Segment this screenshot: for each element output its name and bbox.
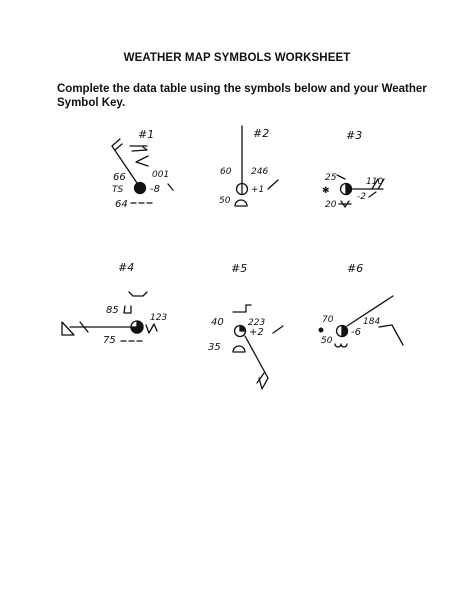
wind-flag-icon [62,322,88,335]
station-3-temperature: 25 [325,173,337,183]
station-label-4: #4 [118,261,135,274]
station-6-dew-point: 50 [321,336,333,346]
station-1-temperature: 66 [113,172,126,183]
station-5-dew-point: 35 [208,342,221,353]
station-model-2 [219,126,278,206]
low-cloud-cumulus-icon [233,346,245,352]
instructions-line-1: Complete the data table using the symbols below and your Weather [57,83,427,95]
low-cloud-stratocumulus-icon [335,344,347,347]
station-1-pressure-change: -8 [150,184,160,195]
instructions-line-2: Symbol Key. [57,97,126,109]
mid-cloud-altostratus-icon [136,156,148,166]
station-label-2: #2 [253,127,270,140]
mid-cloud-icon [124,306,131,313]
station-2-pressure-change: +1 [251,185,265,195]
station-label-5: #5 [231,262,248,275]
station-5-pressure: 223 [248,318,266,328]
station-6-pressure-change: -6 [351,327,361,338]
cloud-cover-full-icon [135,183,146,194]
station-model-4 [62,261,167,346]
station-5-pressure-change: +2 [249,327,264,338]
high-cloud-cirrostratus-icon [130,146,147,151]
station-1-dew-point: 64 [115,199,128,210]
worksheet-title: WEATHER MAP SYMBOLS WORKSHEET [123,52,351,64]
station-4-temperature: 85 [106,305,119,316]
low-cloud-snow-shower-icon [339,201,351,207]
station-6-pressure: 184 [363,317,381,327]
station-3-dew-point: 20 [325,200,337,210]
station-3-pressure-change: -2 [357,192,366,202]
station-2-pressure: 246 [251,167,269,177]
station-2-temperature: 60 [220,167,232,177]
station-model-3 [322,129,384,210]
station-6-temperature: 70 [322,315,334,325]
drizzle-weather-icon [319,328,323,332]
station-model-5 [208,262,283,389]
wind-shaft-icon [245,336,268,378]
station-label-1: #1 [138,128,155,141]
station-1-visibility: TS [112,185,124,195]
station-3-pressure: 110 [366,177,384,187]
mid-cloud-altocumulus-icon [129,292,147,296]
pressure-tendency-icon [369,192,376,197]
station-4-pressure: 123 [150,313,168,323]
station-model-6 [319,262,403,347]
station-5-temperature: 40 [211,317,224,328]
station-label-6: #6 [347,262,364,275]
high-cloud-cirrus-icon [233,305,251,312]
station-model-1 [112,128,173,210]
thunderstorm-weather-icon [146,324,157,333]
station-4-dew-point: 75 [103,335,116,346]
station-2-dew-point: 50 [219,196,231,206]
pressure-tendency-icon [268,180,278,189]
low-cloud-cumulus-icon [235,200,247,206]
pressure-tendency-icon [379,325,403,345]
pressure-tendency-icon [168,184,173,190]
cloud-cover-fill-icon [342,326,348,337]
pressure-tendency-icon [273,326,283,333]
tick-icon [337,175,345,179]
snow-weather-icon: ✱ [322,186,330,196]
station-1-pressure: 001 [152,170,170,180]
cloud-cover-fill-icon [346,184,352,195]
station-label-3: #3 [346,129,363,142]
cloud-cover-fill-icon [240,326,246,332]
